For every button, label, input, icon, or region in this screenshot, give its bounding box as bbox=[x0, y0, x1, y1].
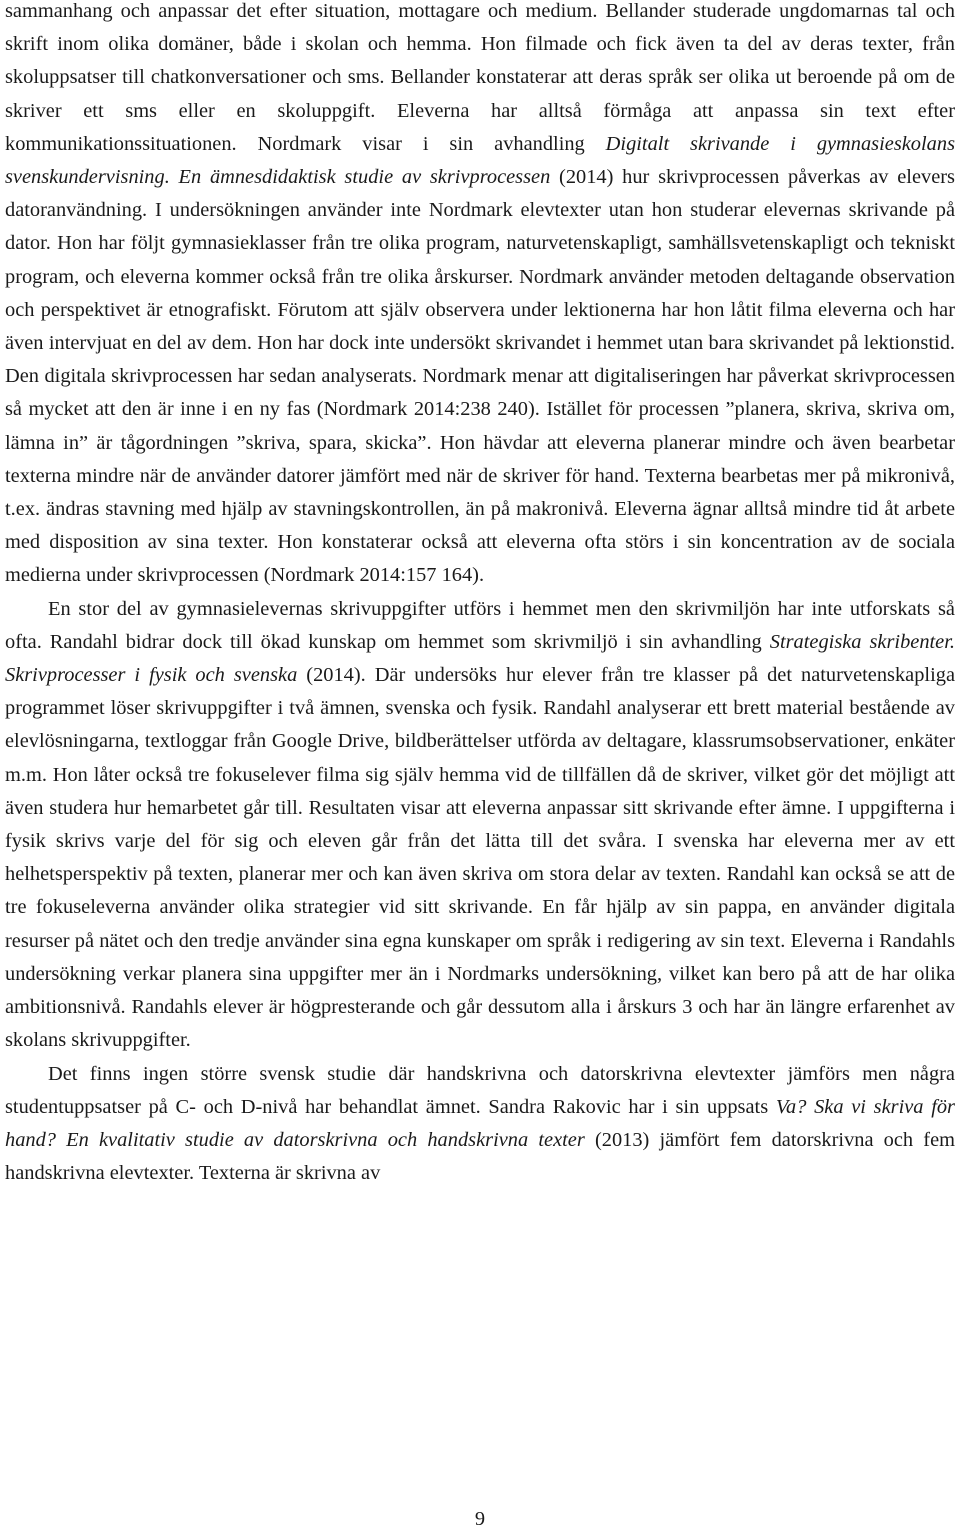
document-page bbox=[5, 0, 955, 1190]
text-run: sammanhang och anpassar det efter situation, mottagare och medium. Bellander studerade ungdomarnas tal och skrift inom olika domäner, både i skolan och hemma. Hon filmade och fick även ta del av deras texter, från skoluppsatser till chatkonversationer och sms. Bellander konstaterar att deras språk ser olika ut beroende på om de skriver ett sms eller en skoluppgift. Eleverna har alltså förmåga att anpassa sin text efter kommunikationssituationen. Nordmark visar i sin avhandling bbox=[5, 0, 955, 155]
italic-title: Digitalt skrivande i gymnasieskolans svenskundervisning. En ämnesdidaktisk studie av skrivprocessen bbox=[5, 132, 955, 189]
italic-title: Strategiska skribenter. Skrivprocesser i fysik och svenska bbox=[5, 630, 955, 687]
paragraph bbox=[5, 593, 955, 1058]
paragraph bbox=[5, 0, 955, 593]
text-run: (2013) jämfört fem datorskrivna och fem handskrivna elevtexter. Texterna är skrivna av bbox=[5, 1128, 956, 1185]
text-run: (2014) hur skrivprocessen påverkas av elevers datoranvändning. I undersökningen använder inte Nordmark elevtexter utan hon studerar elevernas skrivande på dator. Hon har följt gymnasieklasser från tre olika program, naturvetenskapligt, samhällsvetenskapligt och tekniskt program, och eleverna kommer också från tre olika årskurser. Nordmark använder metoden deltagande observation och perspektivet är etnografiskt. Förutom att själv observera under lektionerna har hon låtit filma eleverna och har även intervjuat en del av dem. Hon har dock inte undersökt skrivandet i hemmet utan bara skrivandet på lektionstid. Den digitala skrivprocessen har sedan analyserats. Nordmark menar att digitaliseringen har påverkat skrivprocessen så mycket att den är inne i en ny fas (Nordmark 2014:238 240). Istället för processen ”planera, skriva, skriva om, lämna in” är tågordningen ”skriva, spara, skicka”. Hon hävdar att eleverna planerar mindre och även bearbetar texterna mindre när de använder datorer jämfört med när de skriver för hand. Texterna bearbetas mer på mikronivå, t.ex. ändras stavning med hjälp av stavningskontrollen, än på makronivå. Eleverna ägnar alltså mindre tid åt arbete med disposition av sina texter. Hon konstaterar också att eleverna ofta störs i sin koncentration av de sociala medierna under skrivprocessen (Nordmark 2014:157 164). bbox=[5, 166, 955, 587]
text-run: En stor del av gymnasielevernas skrivuppgifter utförs i hemmet men den skrivmiljön har inte utforskats så ofta. Randahl bidrar dock till ökad kunskap om hemmet som skrivmiljö i sin avhandling bbox=[5, 597, 955, 653]
text-run: (2014). Där undersöks hur elever från tre klasser på det naturvetenskapliga programmet löser skrivuppgifter i två ämnen, svenska och fysik. Randahl analyserar ett brett material bestående av elevlösningarna, textloggar från Google Drive, bildberättelser utförda av deltagare, klassrumsobservationer, enkäter m.m. Hon låter också tre fokuselever filma sig själv hemma vid de tillfällen då de skriver, vilket gör det möjligt att även studera hur hemarbetet går till. Resultaten visar att eleverna anpassar sitt skrivande efter ämne. I uppgifterna i fysik skrivs varje del för sig och eleven går från det lätta till det svåra. I svenska har eleverna mer av ett helhetsperspektiv på texten, planerar mer och kan även skriva om stora delar av texten. Randahl kan också se att de tre fokuseleverna använder olika strategier vid sitt skrivande. En får hjälp av sin pappa, en använder digitala resurser på nätet och den tredje använder sina egna kunskaper om språk i redigering av sin text. Eleverna i Randahls undersökning verkar planera sina uppgifter mer än i Nordmarks undersökning, vilket kan bero på att de har olika ambitionsnivå. Randahls elever är högpresterande och går dessutom alla i årskurs 3 och har än längre erfarenhet av skolans skrivuppgifter. bbox=[5, 664, 955, 1052]
page-number: 9 bbox=[474, 1508, 486, 1530]
paragraph bbox=[5, 1058, 955, 1191]
italic-title: Va? Ska vi skriva för hand? En kvalitativ studie av datorskrivna och handskrivna texter bbox=[5, 1095, 955, 1151]
text-run: Det finns ingen större svensk studie där handskrivna och datorskrivna elevtexter jämförs men några studentuppsatser på C- och D-nivå har behandlat ämnet. Sandra Rakovic har i sin uppsats bbox=[5, 1062, 955, 1118]
